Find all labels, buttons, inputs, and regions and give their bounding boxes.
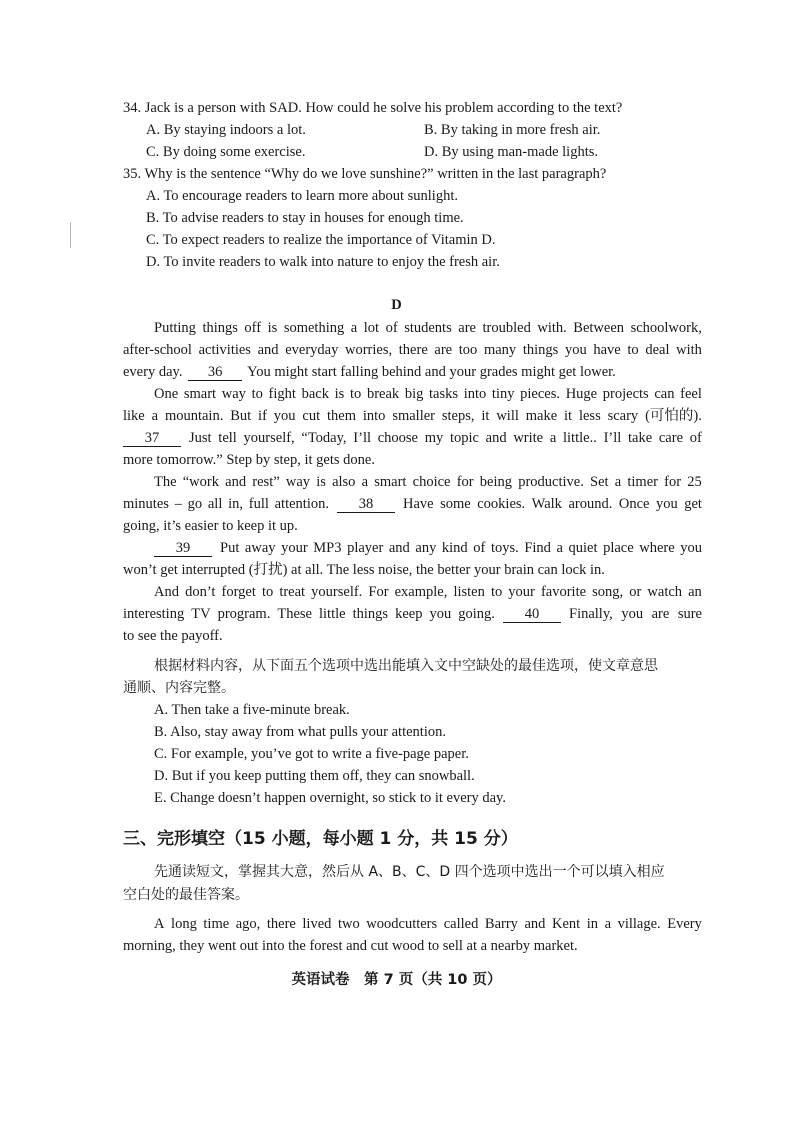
section-3-instructions-line-2: 空白处的最佳答案。 xyxy=(123,887,249,903)
word: watch xyxy=(647,584,683,600)
word: toys. xyxy=(490,540,519,556)
word: player xyxy=(347,540,384,556)
word: minutes xyxy=(123,496,169,512)
word: Huge xyxy=(565,386,598,402)
word: is xyxy=(316,474,326,490)
word: steps, xyxy=(441,408,475,424)
word: way xyxy=(221,386,246,402)
p3-line-2 xyxy=(123,494,702,514)
word: less xyxy=(578,408,601,424)
word: pieces. xyxy=(520,386,561,402)
word: for xyxy=(456,474,474,490)
word: your xyxy=(281,540,308,556)
word: and xyxy=(388,540,410,556)
word: being xyxy=(479,474,513,490)
word: your xyxy=(508,584,535,600)
word: you xyxy=(429,606,452,622)
word: any xyxy=(415,540,437,556)
word: get xyxy=(684,496,702,512)
word: sure xyxy=(677,606,702,622)
section-3-instructions-line-1: 先通读短文，掌握其大意，然后从 A、B、C、D 四个选项中选出一个可以填入相应 xyxy=(154,864,665,880)
blank-39: 39 xyxy=(154,540,212,557)
word: Every xyxy=(667,916,702,932)
word: going. xyxy=(458,606,495,622)
word: an xyxy=(688,584,702,600)
p5-line-3: to see the payoff. xyxy=(123,628,223,644)
question-35-option-a: A. To encourage readers to learn more about sunlight. xyxy=(146,188,458,204)
word: listen xyxy=(453,584,485,600)
p1-line-1 xyxy=(154,318,702,338)
word: program. xyxy=(217,606,271,622)
word: Put xyxy=(220,540,240,556)
word: Walk xyxy=(531,496,562,512)
word: it xyxy=(481,408,490,424)
word: also xyxy=(332,474,356,490)
word: big xyxy=(404,386,424,402)
word: example, xyxy=(394,584,448,600)
word: there xyxy=(266,916,296,932)
word: where xyxy=(639,540,675,556)
p2-line-2 xyxy=(123,406,702,426)
word: tell xyxy=(218,430,237,446)
word: “work xyxy=(182,474,219,490)
word: a xyxy=(614,474,622,490)
word: smart xyxy=(374,474,407,490)
word: have xyxy=(593,342,621,358)
p3-line-2-end xyxy=(403,494,702,514)
word: woodcutters xyxy=(366,916,438,932)
word: to xyxy=(490,584,503,600)
word: These xyxy=(277,606,312,622)
word: around. xyxy=(568,496,613,512)
word: are xyxy=(434,342,453,358)
word: something xyxy=(283,320,345,336)
word: choice xyxy=(412,474,451,490)
word: to xyxy=(251,386,263,402)
option-c: C. For example, you’ve got to write a five-page paper. xyxy=(154,746,469,762)
word: quiet xyxy=(568,540,598,556)
word: of xyxy=(689,430,702,446)
word: Set xyxy=(590,474,609,490)
word: students xyxy=(404,320,452,336)
word: tiny xyxy=(491,386,515,402)
word: I’ll xyxy=(353,430,371,446)
word: many xyxy=(483,342,517,358)
word: For xyxy=(368,584,389,600)
p3-line-2-start xyxy=(123,494,329,514)
word: And xyxy=(154,584,179,600)
word: timer xyxy=(627,474,658,490)
word: Just xyxy=(189,430,212,446)
word: kind xyxy=(441,540,468,556)
word: and xyxy=(257,342,279,358)
word: into xyxy=(362,408,386,424)
word: things xyxy=(522,342,559,358)
word: smaller xyxy=(392,408,435,424)
question-35-option-d: D. To invite readers to walk into nature to enjoy the fresh air. xyxy=(146,254,500,270)
question-34-stem: 34. Jack is a person with SAD. How could he solve his problem according to the text? xyxy=(123,100,623,116)
word: with xyxy=(676,342,702,358)
word: little xyxy=(319,606,346,622)
word: all xyxy=(207,496,223,512)
word: off xyxy=(244,320,262,336)
word: A xyxy=(154,916,165,932)
option-b: B. Also, stay away from what pulls your attention. xyxy=(154,724,446,740)
question-35-stem: 35. Why is the sentence “Why do we love sunshine?” written in the last paragraph? xyxy=(123,166,607,182)
p5-line-1 xyxy=(154,582,702,602)
word: Barry xyxy=(484,916,518,932)
word: after-school xyxy=(123,342,192,358)
word: take xyxy=(628,430,653,446)
word: you xyxy=(680,540,702,556)
p4-line-1 xyxy=(154,538,702,558)
word: if xyxy=(258,408,267,424)
word: my xyxy=(424,430,444,446)
word: deal xyxy=(645,342,670,358)
question-34-option-b: B. By taking in more fresh air. xyxy=(424,122,601,138)
word: One xyxy=(154,386,179,402)
word: mountain. xyxy=(164,408,224,424)
option-a: A. Then take a five-minute break. xyxy=(154,702,350,718)
word: like xyxy=(123,408,145,424)
word: there xyxy=(398,342,428,358)
p1-line-3 xyxy=(123,362,616,382)
word: Finally, xyxy=(569,606,613,622)
word: 25 xyxy=(687,474,702,490)
word: is xyxy=(334,386,345,402)
word: productive. xyxy=(518,474,584,490)
word: you xyxy=(564,342,587,358)
story-line-2: morning, they went out into the forest and cut wood to sell at a nearby market. xyxy=(123,938,578,954)
p2-line-1 xyxy=(154,384,702,404)
story-line-1 xyxy=(154,914,702,934)
word: a xyxy=(556,540,563,556)
word: time xyxy=(203,916,230,932)
word: a xyxy=(549,430,557,446)
word: write xyxy=(513,430,544,446)
word: “Today, xyxy=(301,430,347,446)
word: forget xyxy=(221,584,256,600)
word: and xyxy=(524,916,546,932)
word: feel xyxy=(680,386,702,402)
word: them xyxy=(327,408,356,424)
word: break xyxy=(366,386,400,402)
option-e: E. Change doesn’t happen overnight, so stick to it every day. xyxy=(154,790,506,806)
word: But xyxy=(230,408,252,424)
word: a xyxy=(604,916,612,932)
word: Putting xyxy=(154,320,196,336)
word: are xyxy=(458,320,476,336)
word: keep xyxy=(395,606,423,622)
question-34-option-c: C. By doing some exercise. xyxy=(146,144,306,160)
word: of xyxy=(385,320,398,336)
word: choose xyxy=(377,430,418,446)
word: projects xyxy=(602,386,649,402)
word: a xyxy=(350,320,358,336)
option-d: D. But if you keep putting them off, they can snowball. xyxy=(154,768,475,784)
word: with. xyxy=(537,320,567,336)
word: MP3 xyxy=(313,540,342,556)
word: Find xyxy=(524,540,551,556)
word: place xyxy=(603,540,634,556)
p4-line-2: won’t get interrupted (打扰) at all. The less noise, the better your brain can lock in. xyxy=(123,562,605,578)
passage-d-title: D xyxy=(391,297,402,313)
word: TV xyxy=(191,606,211,622)
word: is xyxy=(267,320,278,336)
word: yourself, xyxy=(243,430,295,446)
word: interesting xyxy=(123,606,185,622)
question-35-option-c: C. To expect readers to realize the importance of Vitamin D. xyxy=(146,232,496,248)
p1-line-3-end: You might start falling behind and your grades might get lower. xyxy=(247,364,616,380)
word: smart xyxy=(183,386,217,402)
word: and xyxy=(485,430,507,446)
word: a xyxy=(151,408,159,424)
word: things xyxy=(352,606,389,622)
blank-40: 40 xyxy=(503,606,561,623)
word: little.. xyxy=(563,430,597,446)
word: and xyxy=(225,474,247,490)
page-footer: 英语试卷 第 7 页（共 10 页） xyxy=(291,972,502,988)
word: yourself. xyxy=(311,584,363,600)
word: worries, xyxy=(345,342,393,358)
p2-line-3-text xyxy=(189,428,702,448)
p1-line-2 xyxy=(123,340,702,360)
word: The xyxy=(154,474,177,490)
p5-line-2-end xyxy=(569,604,702,624)
word: go xyxy=(187,496,203,512)
word: are xyxy=(651,606,670,622)
word: schoolwork, xyxy=(630,320,702,336)
word: tasks xyxy=(429,386,459,402)
p3-line-3: going, it’s easier to keep it up. xyxy=(123,518,298,534)
word: lived xyxy=(302,916,332,932)
blank-37: 37 xyxy=(123,430,181,447)
word: way xyxy=(285,474,311,490)
word: you xyxy=(655,496,678,512)
word: will xyxy=(496,408,519,424)
word: two xyxy=(337,916,360,932)
word: into xyxy=(463,386,487,402)
word: activities xyxy=(198,342,251,358)
word: long xyxy=(171,916,197,932)
word: cookies. xyxy=(477,496,526,512)
word: you xyxy=(273,408,296,424)
word: to xyxy=(261,584,274,600)
word: to xyxy=(627,342,639,358)
word: a xyxy=(361,474,369,490)
word: of xyxy=(473,540,486,556)
word: lot xyxy=(363,320,380,336)
word: you xyxy=(621,606,644,622)
word: topic xyxy=(449,430,479,446)
word: troubled xyxy=(482,320,531,336)
word: scary xyxy=(607,408,639,424)
p2-line-3 xyxy=(123,428,702,448)
word: treat xyxy=(279,584,306,600)
word: everyday xyxy=(285,342,339,358)
question-34-option-a: A. By staying indoors a lot. xyxy=(146,122,306,138)
word: I’ll xyxy=(603,430,622,446)
instructions-d-line-1: 根据材料内容，从下面五个选项中选出能填入文中空缺处的最佳选项，使文章意思 xyxy=(154,658,658,674)
p2-line-4: more tomorrow.” Step by step, it gets done. xyxy=(123,452,375,468)
word: it xyxy=(564,408,573,424)
word: some xyxy=(440,496,471,512)
instructions-d-line-2: 通顺、内容完整。 xyxy=(123,680,235,696)
word: Kent xyxy=(551,916,581,932)
word: in xyxy=(586,916,599,932)
word: care xyxy=(658,430,684,446)
word: full xyxy=(248,496,269,512)
word: ago, xyxy=(235,916,261,932)
word: favorite xyxy=(540,584,587,600)
word: (可怕的). xyxy=(645,408,702,424)
p4-line-1-text xyxy=(220,538,702,558)
question-34-option-d: D. By using man-made lights. xyxy=(424,144,598,160)
word: in, xyxy=(228,496,244,512)
word: things xyxy=(202,320,238,336)
word: fight xyxy=(268,386,296,402)
question-35-option-b: B. To advise readers to stay in houses for enough time. xyxy=(146,210,464,226)
word: called xyxy=(443,916,479,932)
word: rest” xyxy=(252,474,280,490)
word: cut xyxy=(302,408,321,424)
word: – xyxy=(174,496,182,512)
word: village. xyxy=(617,916,661,932)
section-3-heading: 三、完形填空（15 小题，每小题 1 分，共 15 分） xyxy=(123,829,518,849)
word: away xyxy=(244,540,276,556)
word: or xyxy=(629,584,642,600)
word: don’t xyxy=(185,584,216,600)
blank-36: 36 xyxy=(188,364,242,381)
word: can xyxy=(654,386,675,402)
blank-38: 38 xyxy=(337,496,395,513)
word: Between xyxy=(573,320,625,336)
word: Once xyxy=(618,496,650,512)
word: make xyxy=(525,408,558,424)
word: song, xyxy=(592,584,624,600)
p5-line-2-start xyxy=(123,604,495,624)
p1-line-3-start: every day. xyxy=(123,364,183,380)
word: Have xyxy=(403,496,434,512)
word: to xyxy=(349,386,362,402)
word: attention. xyxy=(274,496,329,512)
p5-line-2 xyxy=(123,604,702,624)
word: too xyxy=(458,342,478,358)
word: back xyxy=(301,386,329,402)
scan-margin-mark xyxy=(70,222,71,248)
p3-line-1 xyxy=(154,472,702,492)
word: for xyxy=(664,474,682,490)
